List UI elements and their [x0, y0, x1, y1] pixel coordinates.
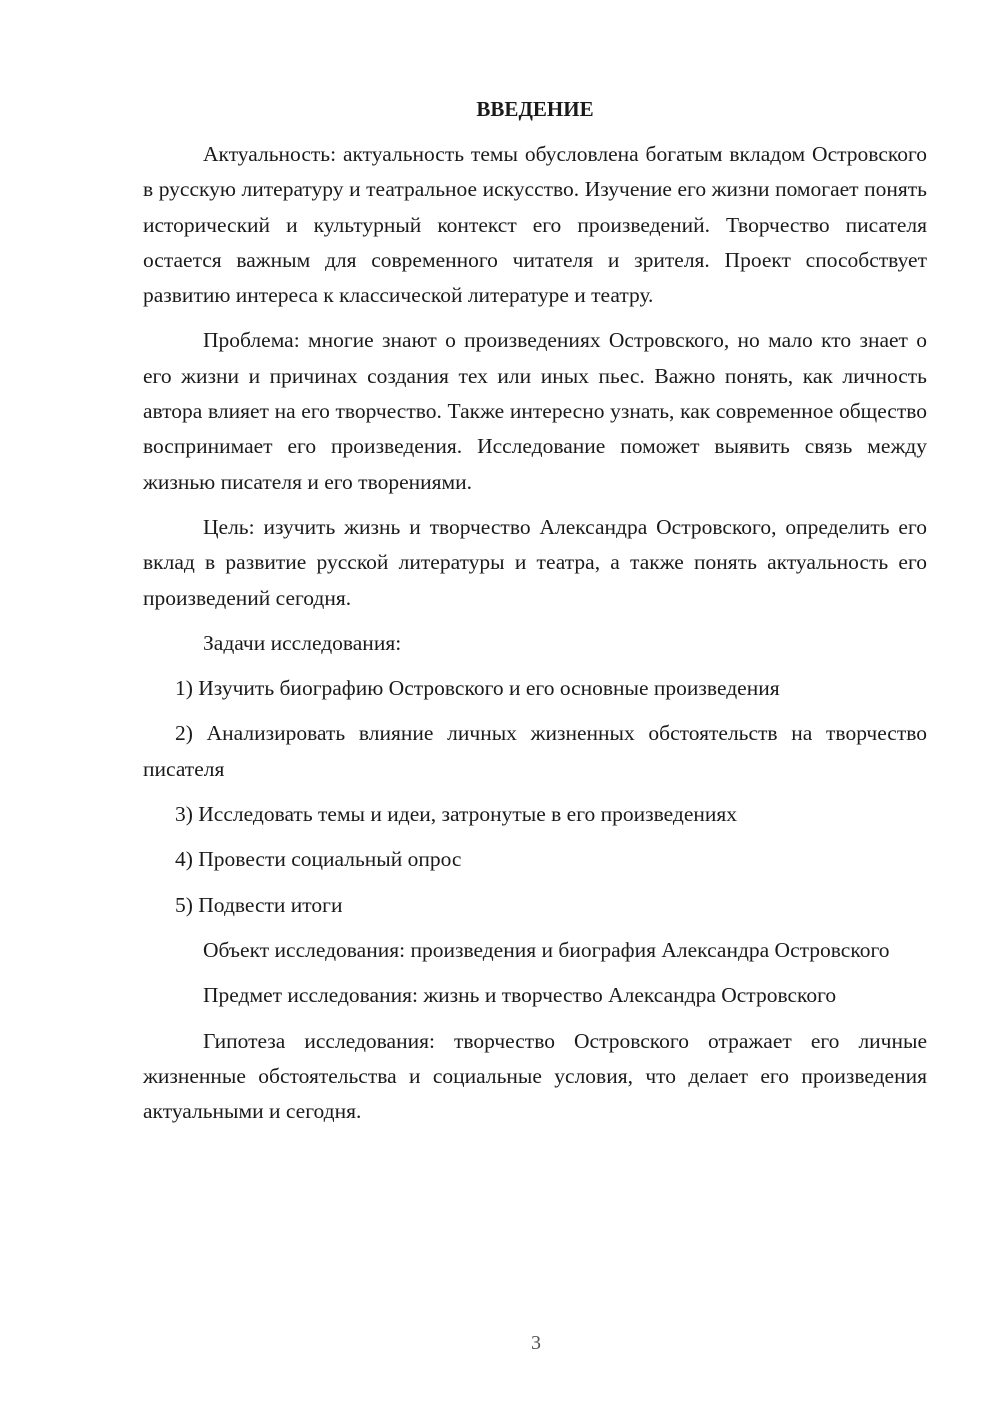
task-item-5: 5) Подвести итоги: [175, 892, 343, 917]
task-item-2: 2) Анализировать влияние личных жизненных обстоятельств на творчество писателя: [143, 721, 927, 781]
problem-paragraph: Проблема: многие знают о произведениях Островского, но мало кто знает о его жизни и причинах создания тех или иных пьес. Важно понять, как личность автора влияет на его творчество. Также интересно узнать, как современное общество воспринимает его произведения. Исследование поможет выявить связь между жизнью писателя и его творениями.: [143, 328, 927, 494]
object-paragraph: Объект исследования: произведения и биография Александра Островского: [203, 937, 890, 962]
task-item-1: 1) Изучить биографию Островского и его основные произведения: [175, 676, 780, 701]
section-heading: ВВЕДЕНИЕ: [476, 97, 594, 121]
tasks-title: Задачи исследования:: [203, 630, 402, 655]
page-number: 3: [531, 1332, 541, 1354]
task-item-3: 3) Исследовать темы и идеи, затронутые в его произведениях: [175, 802, 738, 827]
hypothesis-paragraph: Гипотеза исследования: творчество Островского отражает его личные жизненные обстоятельства и социальные условия, что делает его произведения актуальными и сегодня.: [143, 1028, 927, 1124]
subject-paragraph: Предмет исследования: жизнь и творчество Александра Островского: [203, 983, 837, 1008]
goal-paragraph: Цель: изучить жизнь и творчество Александра Островского, определить его вклад в развитие русской литературы и театра, а также понять актуальность его произведений сегодня.: [143, 514, 927, 610]
page-content: [143, 92, 927, 1139]
relevance-paragraph: Актуальность: актуальность темы обусловлена богатым вкладом Островского в русскую литературу и театральное искусство. Изучение его жизни помогает понять исторический и культурный контекст его произведений. Творчество писателя остается важным для современного читателя и зрителя. Проект способствует развитию интереса к классической литературе и театру.: [143, 142, 927, 308]
task-item-4: 4) Провести социальный опрос: [175, 847, 462, 872]
